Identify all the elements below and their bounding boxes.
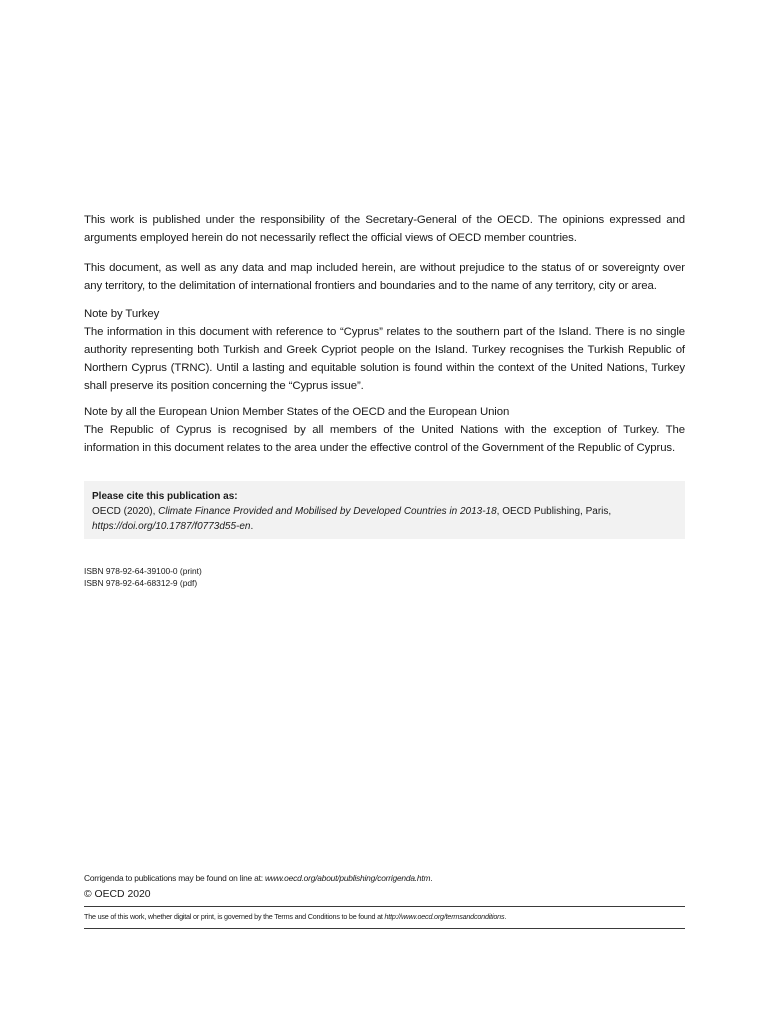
divider-top xyxy=(84,906,685,907)
citation-publisher: , OECD Publishing, Paris, xyxy=(496,506,612,517)
note-line: authority representing both Turkish and Greek Cypriot people on the Island. Turkey recognises the Turkish Republic of xyxy=(84,344,685,356)
citation-text xyxy=(92,504,677,519)
note-by-turkey xyxy=(84,305,685,395)
copyright: © OECD 2020 xyxy=(84,889,151,900)
terms-link[interactable]: http://www.oecd.org/termsandconditions xyxy=(384,912,505,921)
disclaimer-line: arguments employed herein do not necessarily reflect the official views of OECD member countries. xyxy=(84,232,577,244)
citation-doi-suffix: . xyxy=(250,521,254,532)
corrigenda-suffix: . xyxy=(430,873,433,883)
note-title: Note by Turkey xyxy=(84,308,160,320)
citation-book-title: Climate Finance Provided and Mobilised by Developed Countries in 2013-18 xyxy=(158,506,497,517)
note-line: information in this document relates to the area under the effective control of the Government of the Republic of Cyprus. xyxy=(84,442,676,454)
corrigenda-note xyxy=(84,872,432,884)
corrigenda-text: Corrigenda to publications may be found on line at: xyxy=(84,873,265,883)
terms-suffix: . xyxy=(504,912,507,921)
note-by-eu xyxy=(84,403,685,457)
terms-note xyxy=(84,912,506,922)
citation-title: Please cite this publication as: xyxy=(92,491,238,502)
note-line: Northern Cyprus (TRNC). Until a lasting and equitable solution is found within the context of the United Nations, Turkey xyxy=(84,362,685,374)
corrigenda-link[interactable]: www.oecd.org/about/publishing/corrigenda.htm xyxy=(264,873,431,883)
isbn-print: ISBN 978-92-64-39100-0 (print) xyxy=(84,566,202,576)
citation-doi-line xyxy=(92,519,677,534)
divider-bottom xyxy=(84,928,685,929)
disclaimer-line: This work is published under the responsibility of the Secretary-General of the OECD. The opinions expressed and xyxy=(84,214,685,226)
isbn-block xyxy=(84,565,202,589)
prejudice-paragraph xyxy=(84,259,685,295)
prejudice-line: any territory, to the delimitation of international frontiers and boundaries and to the name of any territory, city or area. xyxy=(84,280,657,292)
note-line: The Republic of Cyprus is recognised by all members of the United Nations with the exception of Turkey. The xyxy=(84,424,685,436)
citation-box xyxy=(84,481,685,539)
note-line: The information in this document with reference to “Cyprus” relates to the southern part of the Island. There is no single xyxy=(84,326,685,338)
citation-doi-link[interactable]: https://doi.org/10.1787/f0773d55-en xyxy=(92,521,251,532)
citation-prefix: OECD (2020), xyxy=(92,506,159,517)
prejudice-line: This document, as well as any data and map included herein, are without prejudice to the status of or sovereignty over xyxy=(84,262,685,274)
terms-text: The use of this work, whether digital or print, is governed by the Terms and Conditions to be found at xyxy=(84,912,385,921)
note-line: shall preserve its position concerning the “Cyprus issue”. xyxy=(84,380,364,392)
note-title: Note by all the European Union Member States of the OECD and the European Union xyxy=(84,406,510,418)
isbn-pdf: ISBN 978-92-64-68312-9 (pdf) xyxy=(84,578,198,588)
disclaimer-paragraph xyxy=(84,211,685,247)
